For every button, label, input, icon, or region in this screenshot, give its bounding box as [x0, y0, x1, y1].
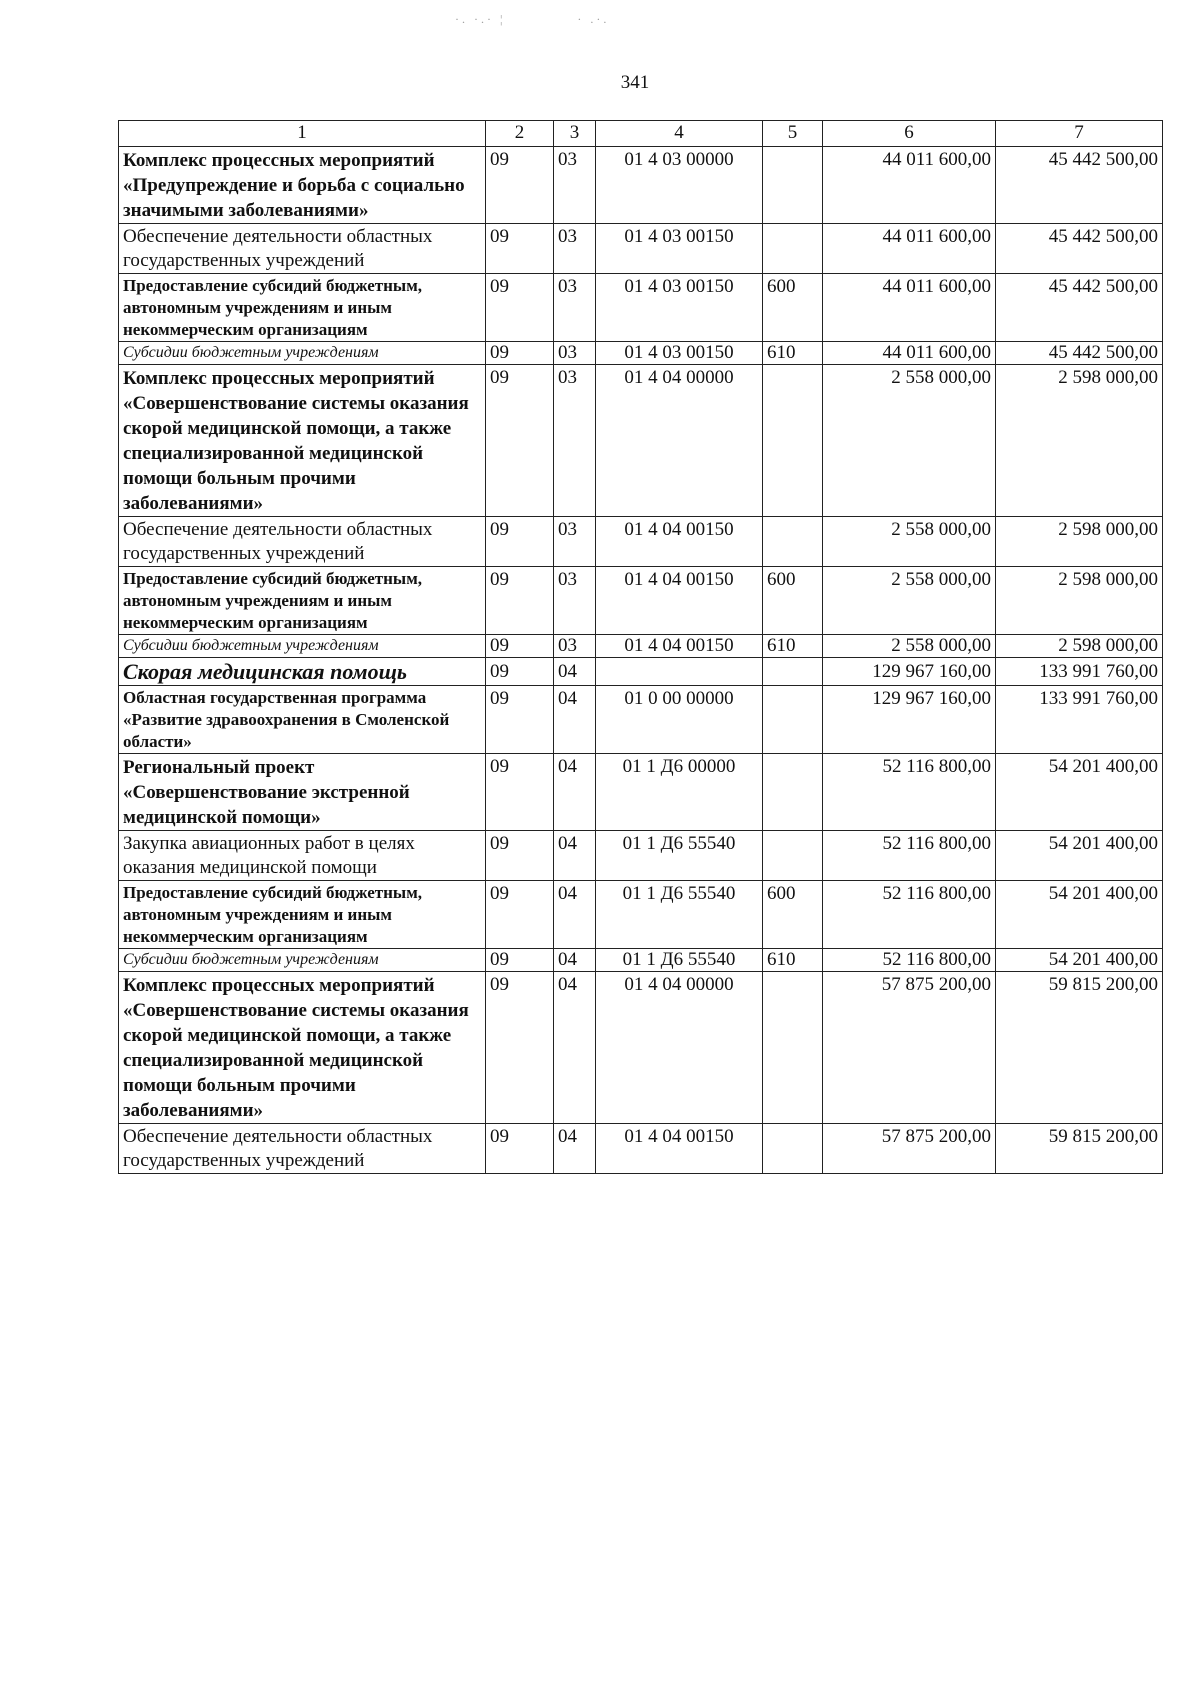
amount-year-2: 2 598 000,00	[996, 635, 1163, 658]
amount-year-2: 59 815 200,00	[996, 972, 1163, 1124]
target-article-code: 01 4 04 00150	[596, 1124, 763, 1174]
expense-type-code	[763, 754, 823, 831]
amount-year-1: 52 116 800,00	[823, 831, 996, 881]
section-code: 09	[486, 224, 554, 274]
target-article-code: 01 4 04 00150	[596, 635, 763, 658]
amount-year-1: 2 558 000,00	[823, 567, 996, 635]
section-code: 09	[486, 949, 554, 972]
section-code: 09	[486, 972, 554, 1124]
amount-year-1: 52 116 800,00	[823, 949, 996, 972]
target-article-code: 01 4 04 00150	[596, 567, 763, 635]
table-row	[119, 567, 1163, 635]
expense-type-code: 600	[763, 567, 823, 635]
table-row	[119, 658, 1163, 686]
expense-type-code	[763, 658, 823, 686]
target-article-code: 01 4 03 00000	[596, 147, 763, 224]
table-row	[119, 365, 1163, 517]
expense-type-code	[763, 1124, 823, 1174]
budget-table	[118, 120, 1163, 1174]
subsection-code: 03	[554, 147, 596, 224]
table-row	[119, 274, 1163, 342]
target-article-code: 01 4 03 00150	[596, 342, 763, 365]
column-header: 4	[596, 121, 763, 147]
expense-type-code	[763, 147, 823, 224]
subsection-code: 03	[554, 635, 596, 658]
row-name: Субсидии бюджетным учреждениям	[119, 949, 486, 972]
target-article-code: 01 1 Д6 55540	[596, 949, 763, 972]
amount-year-2: 54 201 400,00	[996, 831, 1163, 881]
section-code: 09	[486, 881, 554, 949]
subsection-code: 03	[554, 567, 596, 635]
section-code: 09	[486, 754, 554, 831]
row-name: Комплекс процессных мероприятий «Совершенствование системы оказания скорой медицинской помощи, а также специализированной медицинской помощи больным прочими заболеваниями»	[119, 972, 486, 1124]
amount-year-1: 129 967 160,00	[823, 658, 996, 686]
target-article-code: 01 0 00 00000	[596, 686, 763, 754]
expense-type-code: 600	[763, 881, 823, 949]
expense-type-code: 600	[763, 274, 823, 342]
row-name: Предоставление субсидий бюджетным, автономным учреждениям и иным некоммерческим организациям	[119, 274, 486, 342]
table-row	[119, 949, 1163, 972]
amount-year-1: 52 116 800,00	[823, 754, 996, 831]
amount-year-2: 133 991 760,00	[996, 658, 1163, 686]
row-name: Предоставление субсидий бюджетным, автономным учреждениям и иным некоммерческим организациям	[119, 567, 486, 635]
section-code: 09	[486, 831, 554, 881]
section-code: 09	[486, 147, 554, 224]
section-code: 09	[486, 342, 554, 365]
amount-year-2: 54 201 400,00	[996, 949, 1163, 972]
scan-specks: ·. ·.· ¦ · .·.	[455, 12, 610, 26]
table-row	[119, 342, 1163, 365]
amount-year-2: 54 201 400,00	[996, 881, 1163, 949]
amount-year-2: 45 442 500,00	[996, 274, 1163, 342]
target-article-code: 01 1 Д6 55540	[596, 831, 763, 881]
expense-type-code	[763, 224, 823, 274]
subsection-code: 03	[554, 365, 596, 517]
amount-year-2: 59 815 200,00	[996, 1124, 1163, 1174]
amount-year-2: 2 598 000,00	[996, 365, 1163, 517]
subsection-code: 04	[554, 754, 596, 831]
amount-year-1: 2 558 000,00	[823, 517, 996, 567]
amount-year-1: 52 116 800,00	[823, 881, 996, 949]
subsection-code: 04	[554, 686, 596, 754]
amount-year-2: 2 598 000,00	[996, 517, 1163, 567]
subsection-code: 04	[554, 949, 596, 972]
row-name: Областная государственная программа «Развитие здравоохранения в Смоленской области»	[119, 686, 486, 754]
row-name: Комплекс процессных мероприятий «Совершенствование системы оказания скорой медицинской помощи, а также специализированной медицинской помощи больным прочими заболеваниями»	[119, 365, 486, 517]
section-code: 09	[486, 274, 554, 342]
section-code: 09	[486, 635, 554, 658]
target-article-code	[596, 658, 763, 686]
table-row	[119, 635, 1163, 658]
row-name: Обеспечение деятельности областных государственных учреждений	[119, 517, 486, 567]
row-name: Субсидии бюджетным учреждениям	[119, 635, 486, 658]
column-header: 5	[763, 121, 823, 147]
amount-year-1: 57 875 200,00	[823, 972, 996, 1124]
subsection-code: 04	[554, 881, 596, 949]
column-number-row	[119, 121, 1163, 147]
table-row	[119, 831, 1163, 881]
expense-type-code: 610	[763, 342, 823, 365]
amount-year-1: 44 011 600,00	[823, 274, 996, 342]
table-row	[119, 224, 1163, 274]
page-number: 341	[620, 72, 650, 93]
section-code: 09	[486, 517, 554, 567]
table-row	[119, 881, 1163, 949]
row-name: Субсидии бюджетным учреждениям	[119, 342, 486, 365]
row-name: Комплекс процессных мероприятий «Предупреждение и борьба с социально значимыми заболеваниями»	[119, 147, 486, 224]
target-article-code: 01 4 03 00150	[596, 224, 763, 274]
row-name: Обеспечение деятельности областных государственных учреждений	[119, 1124, 486, 1174]
target-article-code: 01 1 Д6 00000	[596, 754, 763, 831]
amount-year-1: 57 875 200,00	[823, 1124, 996, 1174]
amount-year-1: 44 011 600,00	[823, 147, 996, 224]
section-code: 09	[486, 365, 554, 517]
column-header: 7	[996, 121, 1163, 147]
section-code: 09	[486, 658, 554, 686]
section-code: 09	[486, 567, 554, 635]
row-name: Предоставление субсидий бюджетным, автономным учреждениям и иным некоммерческим организациям	[119, 881, 486, 949]
amount-year-2: 45 442 500,00	[996, 147, 1163, 224]
expense-type-code	[763, 686, 823, 754]
table-row	[119, 1124, 1163, 1174]
subsection-code: 03	[554, 224, 596, 274]
amount-year-1: 44 011 600,00	[823, 224, 996, 274]
row-name: Скорая медицинская помощь	[119, 658, 486, 686]
subsection-code: 03	[554, 342, 596, 365]
expense-type-code	[763, 972, 823, 1124]
target-article-code: 01 4 04 00150	[596, 517, 763, 567]
amount-year-1: 2 558 000,00	[823, 365, 996, 517]
expense-type-code	[763, 831, 823, 881]
row-name: Закупка авиационных работ в целях оказания медицинской помощи	[119, 831, 486, 881]
amount-year-2: 45 442 500,00	[996, 224, 1163, 274]
amount-year-2: 133 991 760,00	[996, 686, 1163, 754]
column-header: 6	[823, 121, 996, 147]
subsection-code: 04	[554, 972, 596, 1124]
column-header: 2	[486, 121, 554, 147]
amount-year-1: 129 967 160,00	[823, 686, 996, 754]
table-row	[119, 754, 1163, 831]
target-article-code: 01 1 Д6 55540	[596, 881, 763, 949]
subsection-code: 03	[554, 517, 596, 567]
amount-year-2: 45 442 500,00	[996, 342, 1163, 365]
expense-type-code: 610	[763, 635, 823, 658]
section-code: 09	[486, 686, 554, 754]
subsection-code: 03	[554, 274, 596, 342]
amount-year-2: 2 598 000,00	[996, 567, 1163, 635]
amount-year-1: 2 558 000,00	[823, 635, 996, 658]
amount-year-2: 54 201 400,00	[996, 754, 1163, 831]
target-article-code: 01 4 04 00000	[596, 365, 763, 517]
expense-type-code: 610	[763, 949, 823, 972]
column-header: 3	[554, 121, 596, 147]
table-row	[119, 517, 1163, 567]
table-row	[119, 147, 1163, 224]
target-article-code: 01 4 04 00000	[596, 972, 763, 1124]
section-code: 09	[486, 1124, 554, 1174]
table-row	[119, 972, 1163, 1124]
row-name: Обеспечение деятельности областных государственных учреждений	[119, 224, 486, 274]
amount-year-1: 44 011 600,00	[823, 342, 996, 365]
subsection-code: 04	[554, 1124, 596, 1174]
expense-type-code	[763, 517, 823, 567]
table-row	[119, 686, 1163, 754]
column-header: 1	[119, 121, 486, 147]
subsection-code: 04	[554, 831, 596, 881]
subsection-code: 04	[554, 658, 596, 686]
expense-type-code	[763, 365, 823, 517]
row-name: Региональный проект «Совершенствование экстренной медицинской помощи»	[119, 754, 486, 831]
target-article-code: 01 4 03 00150	[596, 274, 763, 342]
